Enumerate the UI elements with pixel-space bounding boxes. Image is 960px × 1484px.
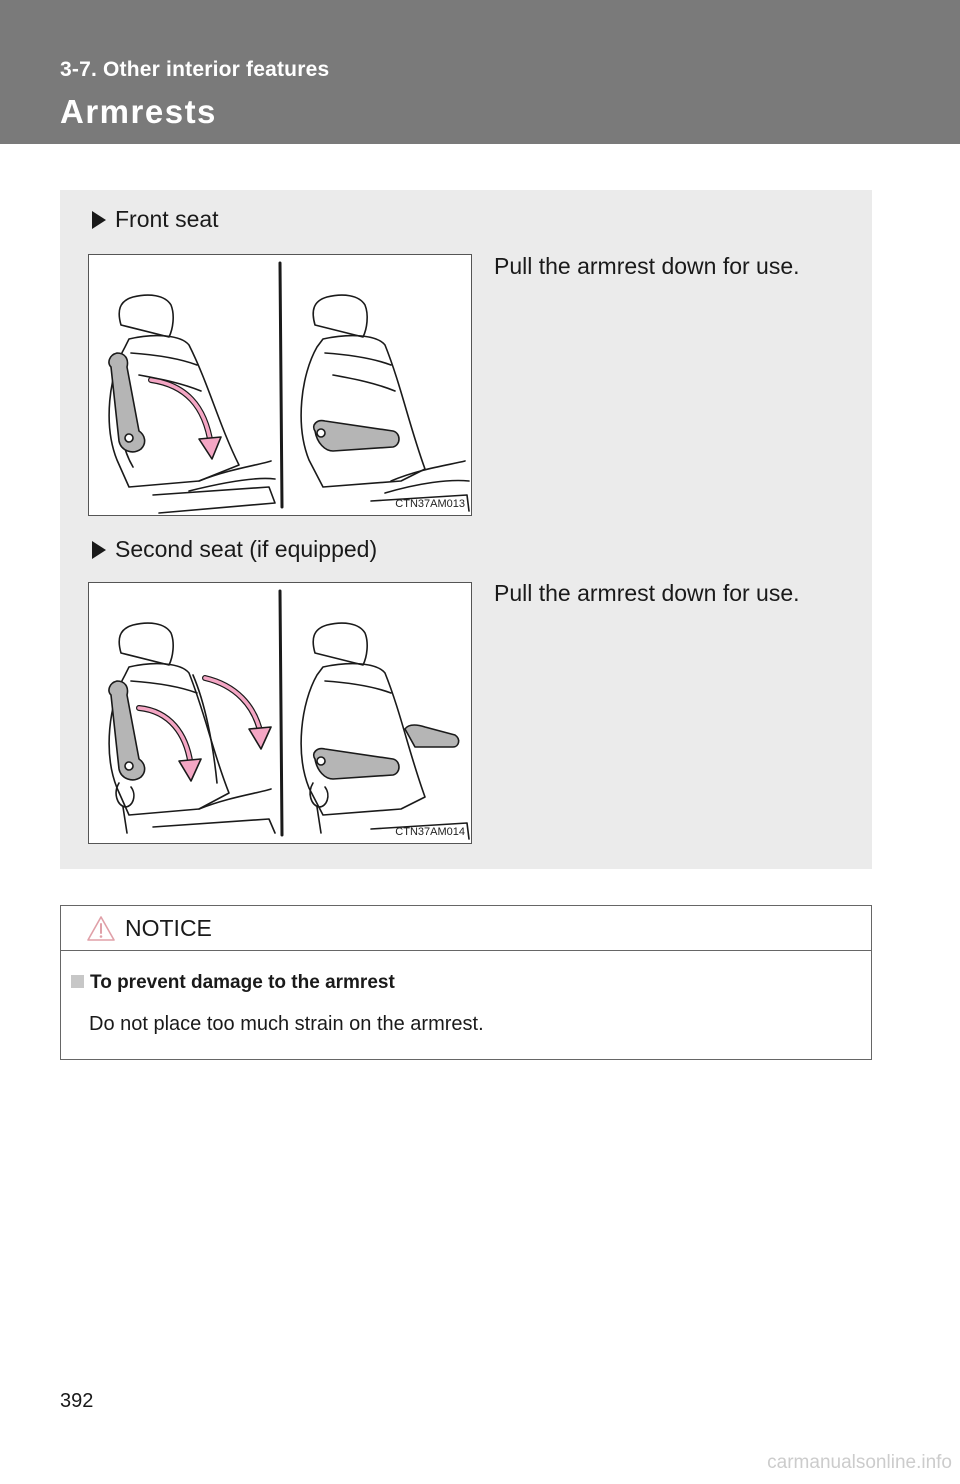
notice-subheading-text: To prevent damage to the armrest xyxy=(90,972,395,993)
front-seat-heading-text: Front seat xyxy=(115,206,219,232)
notice-body: Do not place too much strain on the armrest. xyxy=(89,1013,484,1035)
page-title: Armrests xyxy=(60,93,217,130)
notice-box xyxy=(60,905,872,1060)
triangle-bullet-icon xyxy=(92,541,106,559)
second-seat-armrest-diagram xyxy=(89,583,471,843)
square-bullet-icon xyxy=(71,975,84,988)
figure-code: CTN37AM013 xyxy=(395,498,465,510)
figure-code: CTN37AM014 xyxy=(395,826,465,838)
notice-header xyxy=(61,906,871,951)
front-seat-armrest-diagram xyxy=(89,255,471,515)
page-header xyxy=(0,0,960,144)
armrest-instructions-panel xyxy=(60,190,872,869)
front-seat-description: Pull the armrest down for use. xyxy=(494,253,800,279)
second-seat-heading-text: Second seat (if equipped) xyxy=(115,536,378,562)
watermark: carmanualsonline.info xyxy=(767,1452,952,1473)
section-label: 3-7. Other interior features xyxy=(60,58,330,81)
second-seat-description: Pull the armrest down for use. xyxy=(494,580,800,606)
warning-triangle-icon xyxy=(86,915,116,942)
page-number: 392 xyxy=(60,1390,94,1412)
front-seat-heading xyxy=(92,206,219,233)
notice-subheading xyxy=(71,972,395,994)
second-seat-heading xyxy=(92,536,377,563)
triangle-bullet-icon xyxy=(92,211,106,229)
front-seat-illustration xyxy=(88,254,472,516)
notice-title: NOTICE xyxy=(125,915,212,941)
second-seat-illustration xyxy=(88,582,472,844)
